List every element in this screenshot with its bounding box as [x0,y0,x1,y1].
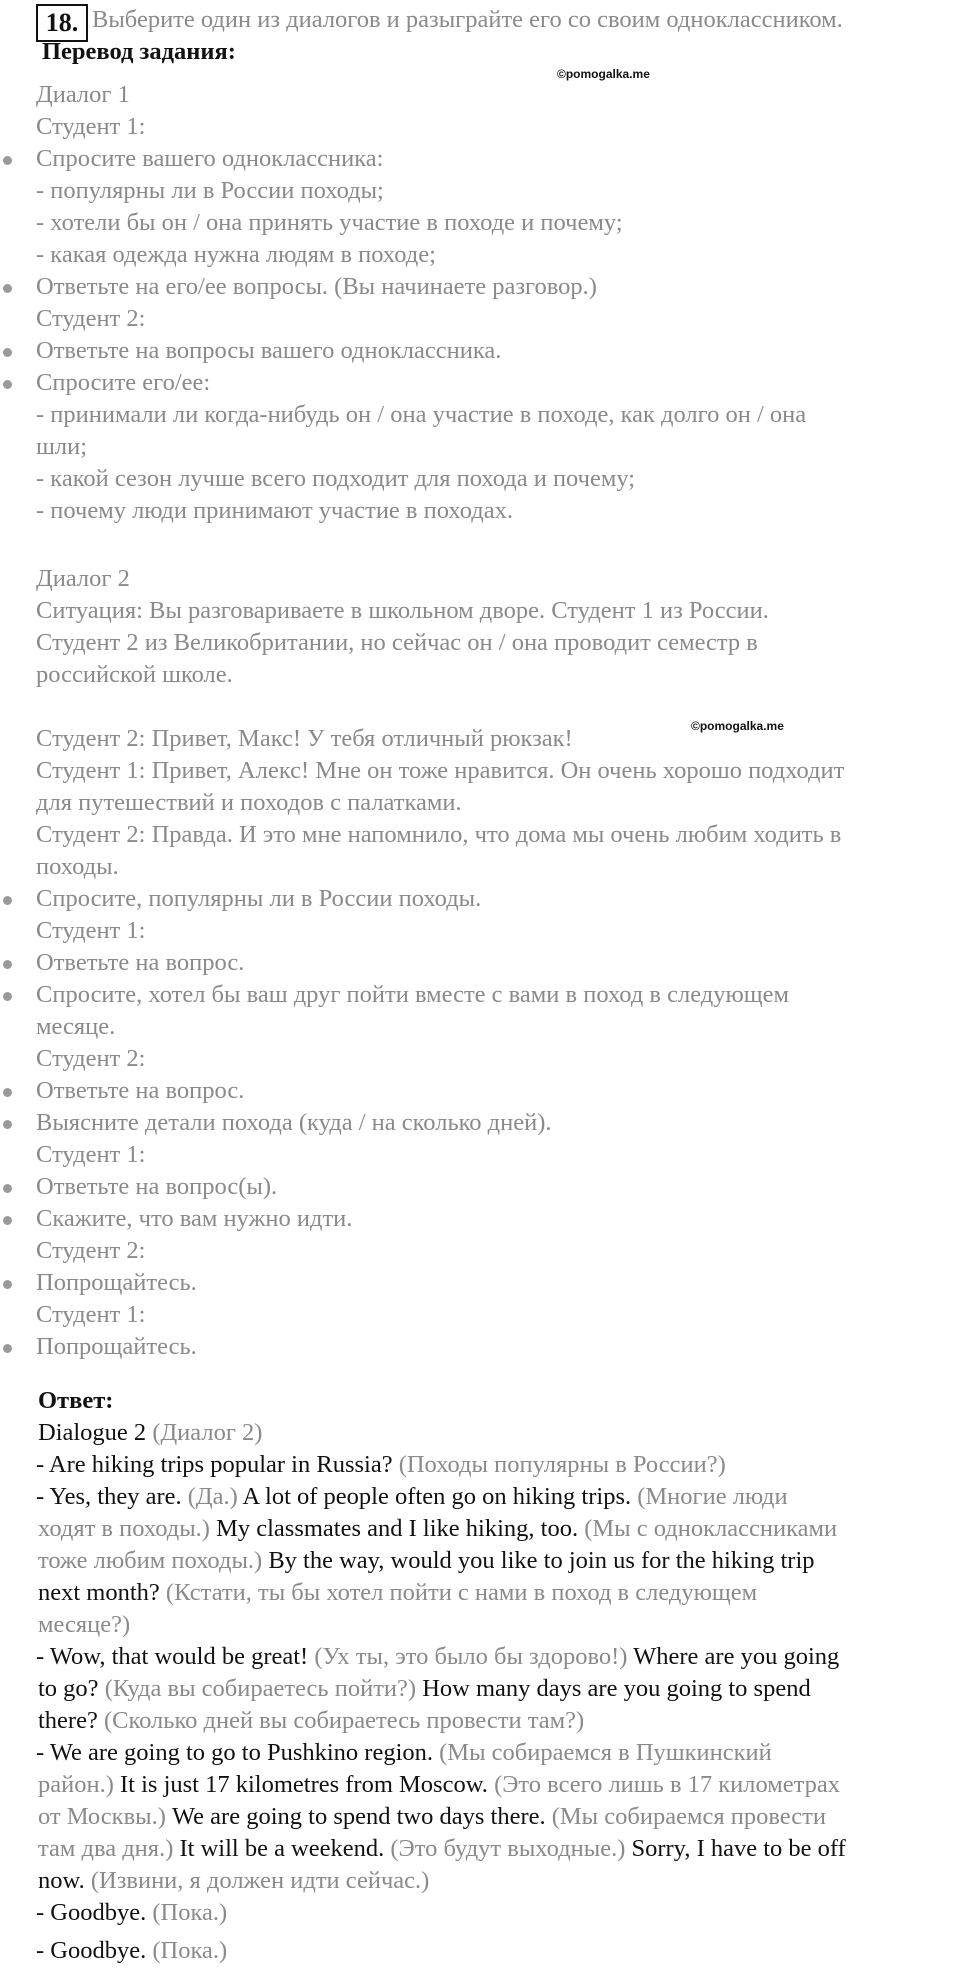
answer-line [36,1641,839,1673]
answer-en: By the way, would you like to join us for the hiking trip [262,1547,815,1574]
answer-ru: (Это всего лишь в 17 километрах [487,1771,841,1798]
dialog2-bullet: Попрощайтесь. [36,1269,197,1296]
answer-en: - Goodbye. [36,1899,147,1926]
dialog2-line: Студент 2: Привет, Макс! У тебя отличный рюкзак! [36,725,573,752]
answer-line [38,1673,811,1705]
answer-en: Where are you going [627,1643,840,1670]
watermark: ©pomogalka.me [557,67,650,81]
bullet-icon [3,284,12,293]
answer-ru: (Кстати, ты бы хотел пойти с нами в поход в следующем [159,1579,758,1606]
answer-line [36,1737,772,1769]
answer-ru: там два дня.) [38,1835,174,1862]
dialog2-bullet: Спросите, хотел бы ваш друг пойти вместе с вами в поход в следующем [36,981,790,1008]
answer-en: It will be a weekend. [173,1835,385,1862]
answer-en: - Are hiking trips popular in Russia? [36,1451,393,1478]
dialog1-bullet-answer2: Ответьте на вопросы вашего одноклассника. [36,337,502,364]
answer-ru: тоже любим походы.) [38,1547,263,1574]
dialog1-item-cont: шли; [36,433,88,460]
answer-ru: (Пока.) [146,1899,228,1926]
answer-en: A lot of people often go on hiking trips. [237,1483,632,1510]
answer-en: Dialogue 2 [38,1419,147,1446]
answer-line [36,1449,726,1481]
dialog1-title: Диалог 1 [36,81,130,108]
task-number-box: 18. [36,4,88,42]
dialog2-bullet: Скажите, что вам нужно идти. [36,1205,353,1232]
dialog2-title: Диалог 2 [36,565,130,592]
answer-ru: (Пока.) [146,1937,228,1964]
dialog1-bullet-answer: Ответьте на его/ее вопросы. (Вы начинаете разговор.) [36,273,597,300]
answer-line [38,1577,757,1609]
answer-line [38,1865,429,1897]
answer-en: - Wow, that would be great! [36,1643,309,1670]
dialog2-student: Студент 2: [36,1237,146,1264]
dialog2-situation: российской школе. [36,661,233,688]
answer-ru: (Походы популярны в России?) [392,1451,726,1478]
answer-line [36,1897,227,1929]
task-instruction: Выберите один из диалогов и разыграйте его со своим одноклассником. [92,6,843,33]
bullet-icon [3,380,12,389]
dialog1-bullet-ask: Спросите вашего одноклассника: [36,145,384,172]
dialog2-bullet: Ответьте на вопрос. [36,1077,245,1104]
bullet-icon [3,1088,12,1097]
answer-ru: (Диалог 2) [146,1419,263,1446]
answer-ru: (Мы собираемся провести [545,1803,826,1830]
answer-en: - Goodbye. [36,1937,147,1964]
dialog2-line: походы. [36,853,119,880]
dialog2-line: Студент 2: Правда. И это мне напомнило, что дома мы очень любим ходить в [36,821,842,848]
answer-ru: от Москвы.) [38,1803,166,1830]
answer-ru: (Мы собираемся в Пушкинский [433,1739,772,1766]
answer-ru: (Извини, я должен идти сейчас.) [84,1867,430,1894]
answer-line [38,1833,846,1865]
answer-en: We are going to spend two days there. [165,1803,546,1830]
dialog2-line: для путешествий и походов с палатками. [36,789,462,816]
dialog1-student2: Студент 2: [36,305,146,332]
answer-line [38,1417,262,1449]
answer-ru: месяце?) [38,1611,131,1638]
answer-en: now. [38,1867,85,1894]
answer-en: It is just 17 kilometres from Moscow. [113,1771,488,1798]
bullet-icon [3,960,12,969]
answer-en: Sorry, I have to be off [625,1835,846,1862]
dialog2-line: Студент 1: Привет, Алекс! Мне он тоже нравится. Он очень хорошо подходит [36,757,845,784]
answer-line [38,1513,837,1545]
dialog2-student: Студент 1: [36,1301,146,1328]
translation-heading: Перевод задания: [42,38,236,65]
answer-en: to go? [38,1675,99,1702]
answer-en: - Yes, they are. [36,1483,182,1510]
dialog2-situation: Ситуация: Вы разговариваете в школьном дворе. Студент 1 из России. [36,597,769,624]
answer-en: - We are going to go to Pushkino region. [36,1739,434,1766]
dialog2-bullet: Попрощайтесь. [36,1333,197,1360]
bullet-icon [3,896,12,905]
answer-en: How many days are you going to spend [416,1675,811,1702]
answer-ru: (Сколько дней вы собираетесь провести там?) [97,1707,585,1734]
answer-en: My classmates and I like hiking, too. [209,1515,579,1542]
dialog1-item: - какой сезон лучше всего подходит для похода и почему; [36,465,636,492]
bullet-icon [3,1216,12,1225]
dialog2-bullet: Ответьте на вопрос. [36,949,245,976]
answer-line [38,1545,815,1577]
answer-en: next month? [38,1579,160,1606]
answer-ru: ходят в походы.) [38,1515,210,1542]
dialog2-bullet-cont: месяце. [36,1013,116,1040]
answer-ru: (Мы с одноклассниками [578,1515,838,1542]
answer-heading: Ответ: [38,1387,114,1414]
answer-ru: (Куда вы собираетесь пойти?) [98,1675,417,1702]
dialog2-situation: Студент 2 из Великобритании, но сейчас он / она проводит семестр в [36,629,758,656]
answer-ru: (Ух ты, это было бы здорово!) [308,1643,628,1670]
watermark: ©pomogalka.me [691,719,784,733]
answer-ru: (Это будут выходные.) [384,1835,626,1862]
answer-line [38,1769,840,1801]
dialog1-bullet-ask2: Спросите его/ее: [36,369,211,396]
answer-en: there? [38,1707,98,1734]
bullet-icon [3,992,12,1001]
answer-line [38,1705,584,1737]
dialog1-item: - принимали ли когда-нибудь он / она участие в походе, как долго он / она [36,401,807,428]
dialog1-item: - какая одежда нужна людям в походе; [36,241,436,268]
bullet-icon [3,1120,12,1129]
answer-ru: район.) [38,1771,114,1798]
dialog1-item: - хотели бы он / она принять участие в походе и почему; [36,209,623,236]
answer-ru: (Да.) [181,1483,238,1510]
dialog2-student: Студент 2: [36,1045,146,1072]
dialog1-item: - популярны ли в России походы; [36,177,384,204]
bullet-icon [3,348,12,357]
bullet-icon [3,1344,12,1353]
dialog2-bullet: Спросите, популярны ли в России походы. [36,885,482,912]
answer-line [36,1481,788,1513]
answer-ru: (Многие люди [631,1483,788,1510]
bullet-icon [3,1280,12,1289]
answer-line [38,1609,130,1641]
dialog2-bullet: Ответьте на вопрос(ы). [36,1173,278,1200]
dialog1-item: - почему люди принимают участие в походах. [36,497,513,524]
dialog2-student: Студент 1: [36,917,146,944]
dialog2-bullet: Выясните детали похода (куда / на сколько дней). [36,1109,552,1136]
bullet-icon [3,156,12,165]
dialog2-student: Студент 1: [36,1141,146,1168]
bullet-icon [3,1184,12,1193]
answer-line [38,1801,826,1833]
answer-line [36,1935,227,1967]
dialog1-student1: Студент 1: [36,113,146,140]
